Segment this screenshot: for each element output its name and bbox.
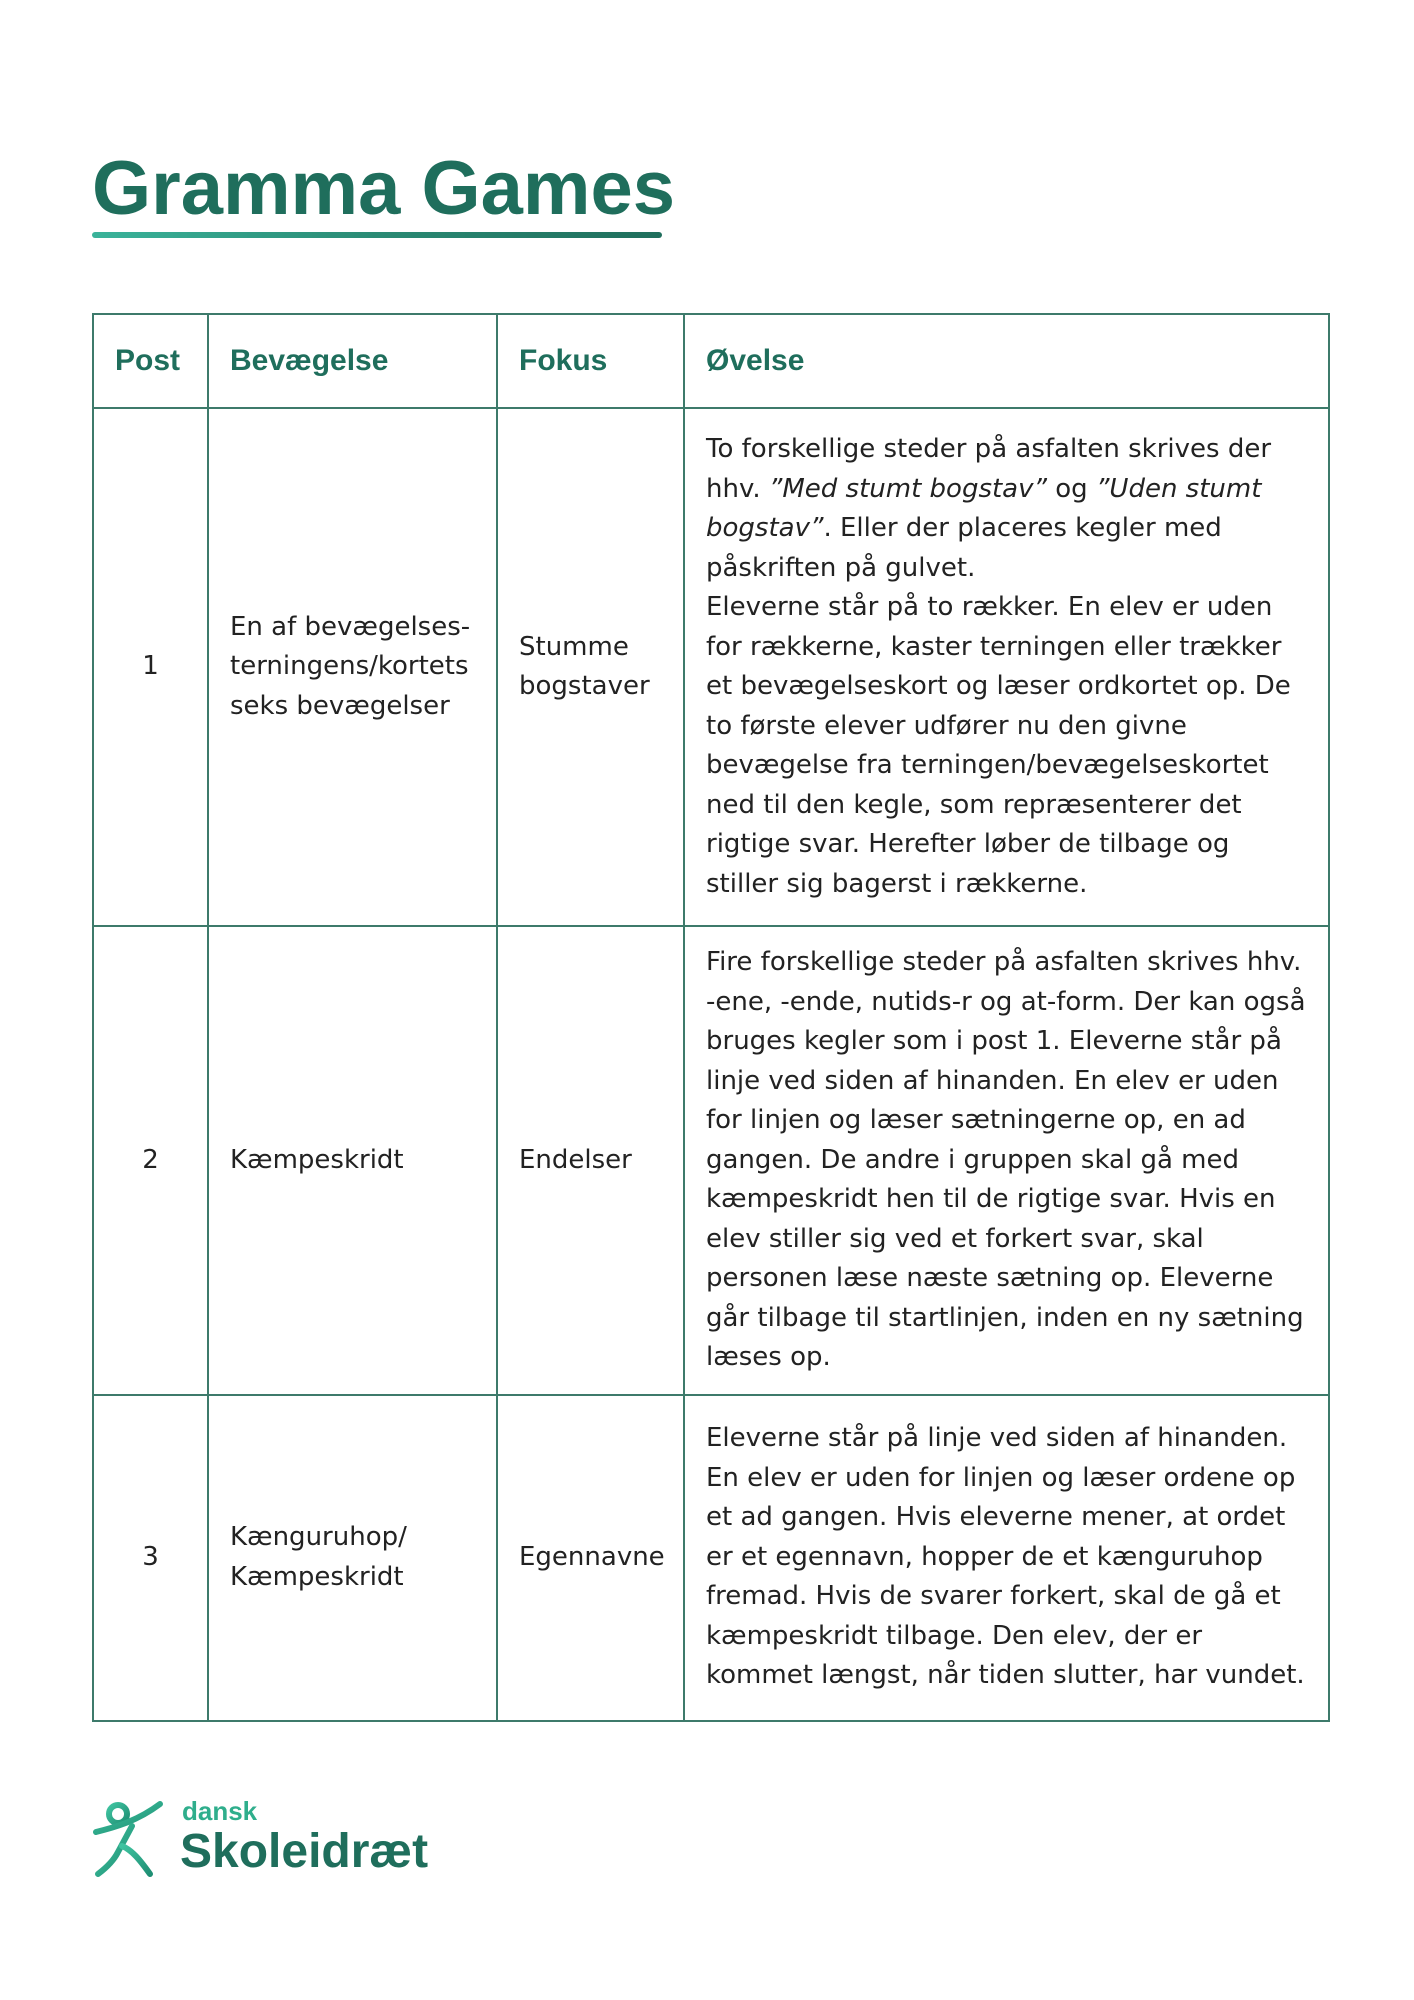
exercise-cell: Fire forskellige steder på asfalten skrives hhv. -ene, -ende, nutids-r og at-form. Der kan også bruges kegler som i post 1. Eleverne står på linje ved siden af hinanden. En elev er uden for linjen og læser sætningerne op, en ad gangen. De andre i gruppen skal gå med kæmpeskridt hen til de rigtige svar. Hvis en elev stiller sig ved et forkert svar, skal personen læse næste sætning op. Eleverne går tilbage til startlinjen, inden en ny sætning læses op.	[684, 926, 1329, 1395]
exercise-table	[92, 313, 1330, 1722]
table-row	[93, 1395, 1329, 1721]
movement-line: Kæmpeskridt	[230, 1561, 404, 1592]
focus-cell: Stumme bogstaver	[497, 408, 684, 926]
focus-cell: Egennavne	[497, 1395, 684, 1721]
logo-name-text: Skoleidræt	[180, 1825, 429, 1878]
post-number: 3	[93, 1395, 208, 1721]
stick-figure-icon	[92, 1798, 168, 1878]
exercise-text: . Eller der placeres kegler med påskriften på gulvet.	[706, 513, 1222, 583]
exercise-italic-text: ”Uden stumt bogstav”	[706, 473, 1262, 543]
movement-cell: En af bevægelses-terningens/kortets seks bevægelser	[208, 408, 497, 926]
logo-dansk-text: dansk	[182, 1796, 258, 1826]
dansk-skoleidraet-logo	[92, 1790, 429, 1890]
movement-cell	[208, 1395, 497, 1721]
exercise-cell: Eleverne står på linje ved siden af hinanden. En elev er uden for linjen og læser ordene op et ad gangen. Hvis eleverne mener, at ordet er et egennavn, hopper de et kænguruhop fremad. Hvis de svarer forkert, skal de gå et kæmpeskridt tilbage. Den elev, der er kommet længst, når tiden slutter, har vundet.	[684, 1395, 1329, 1721]
post-number: 1	[93, 408, 208, 926]
page-title: Gramma Games	[92, 146, 675, 231]
table-header-row	[93, 314, 1329, 408]
header-post: Post	[93, 314, 208, 408]
exercise-italic-text: ”Med stumt bogstav”	[768, 473, 1047, 504]
focus-cell: Endelser	[497, 926, 684, 1395]
movement-line: Kænguruhop/	[230, 1522, 407, 1552]
movement-cell: Kæmpeskridt	[208, 926, 497, 1395]
exercise-text: og	[1046, 473, 1096, 504]
exercise-text: To forskellige steder på asfalten skrives der hhv.	[706, 434, 1272, 504]
header-exercise: Øvelse	[684, 314, 1329, 408]
title-underline	[92, 232, 662, 238]
header-focus: Fokus	[497, 314, 684, 408]
table-row	[93, 408, 1329, 926]
header-movement: Bevægelse	[208, 314, 497, 408]
exercise-text: Eleverne står på to rækker. En elev er uden for rækkerne, kaster terningen eller trækker et bevægelseskort og læser ordkortet op. De to første elever udfører nu den givne bevægelse fra terningen/bevægelseskortet ned til den kegle, som repræsenterer det rigtige svar. Herefter løber de tilbage og stiller sig bagerst i rækkerne.	[706, 592, 1291, 899]
table-row	[93, 926, 1329, 1395]
post-number: 2	[93, 926, 208, 1395]
exercise-cell	[684, 408, 1329, 926]
